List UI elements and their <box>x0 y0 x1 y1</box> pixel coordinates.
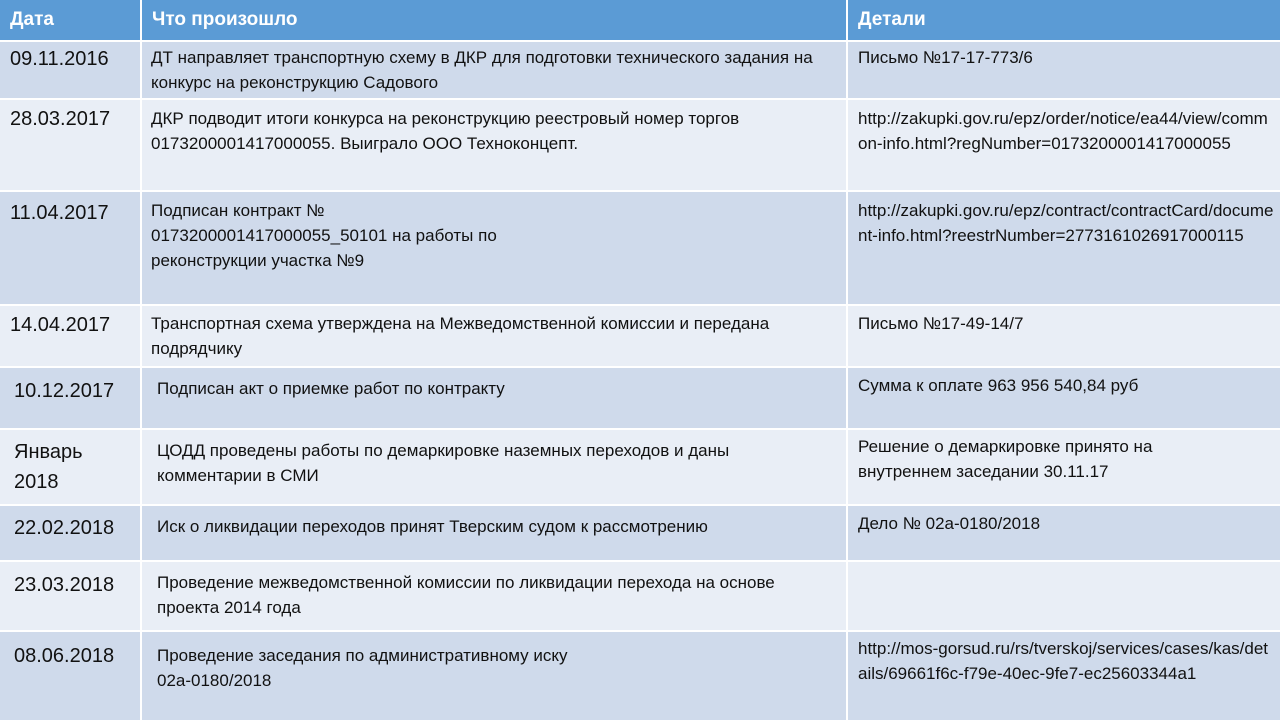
date-cell <box>0 368 140 428</box>
header-what <box>142 0 846 40</box>
event-cell <box>142 42 846 98</box>
date-cell <box>0 430 140 504</box>
event-cell <box>142 192 846 304</box>
details-cell <box>848 562 1280 630</box>
table-row <box>0 42 1280 98</box>
table-row <box>0 632 1280 720</box>
table-row <box>0 100 1280 190</box>
date-cell <box>0 506 140 560</box>
header-details <box>848 0 1280 40</box>
event-cell <box>142 632 846 720</box>
event-text: Подписан контракт № 0173200001417000055_50101 на работы по реконструкции участка №9 <box>151 201 497 270</box>
event-text: ДКР подводит итоги конкурса на реконструкцию реестровый номер торгов 0173200001417000055. Выиграло ООО Техноконцепт. <box>151 109 740 153</box>
details-link[interactable]: http://mos-gorsud.ru/rs/tverskoj/services/cases/kas/details/69661f6c-f79e-40ec-9fe7-ec25603344a1 <box>858 639 1269 683</box>
date-text: 08.06.2018 <box>14 645 115 667</box>
table-row <box>0 430 1280 504</box>
header-details-label: Детали <box>858 9 926 30</box>
table-row <box>0 192 1280 304</box>
event-cell <box>142 368 846 428</box>
details-text: Решение о демаркировке принято на внутреннем заседании 30.11.17 <box>858 437 1153 481</box>
date-cell <box>0 192 140 304</box>
table-row <box>0 368 1280 428</box>
details-text: Дело № 02а-0180/2018 <box>858 514 1041 533</box>
date-text: 28.03.2017 <box>10 108 111 130</box>
details-cell <box>848 506 1280 560</box>
date-cell <box>0 562 140 630</box>
header-date-label: Дата <box>10 9 54 30</box>
details-text: Письмо №17-49-14/7 <box>858 314 1024 333</box>
event-text: ЦОДД проведены работы по демаркировке наземных переходов и даны комментарии в СМИ <box>157 441 730 485</box>
event-text: Подписан акт о приемке работ по контракту <box>157 379 505 398</box>
event-text: Транспортная схема утверждена на Межведомственной комиссии и передана подрядчику <box>151 314 770 358</box>
date-text: 23.03.2018 <box>14 574 115 596</box>
date-cell <box>0 632 140 720</box>
date-cell <box>0 100 140 190</box>
event-cell <box>142 306 846 366</box>
details-cell <box>848 430 1280 504</box>
date-text: 10.12.2017 <box>14 380 115 402</box>
details-text: Письмо №17-17-773/6 <box>858 48 1033 67</box>
details-cell <box>848 100 1280 190</box>
table-header <box>0 0 1280 40</box>
details-link[interactable]: http://zakupki.gov.ru/epz/contract/contractCard/document-info.html?reestrNumber=2773161026917000115 <box>858 201 1274 245</box>
details-cell <box>848 632 1280 720</box>
details-link[interactable]: http://zakupki.gov.ru/epz/order/notice/ea44/view/common-info.html?regNumber=0173200001417000055 <box>858 109 1268 153</box>
event-cell <box>142 430 846 504</box>
date-text: 22.02.2018 <box>14 517 115 539</box>
details-cell <box>848 306 1280 366</box>
header-date <box>0 0 140 40</box>
date-text: 14.04.2017 <box>10 314 111 336</box>
event-text: ДТ направляет транспортную схему в ДКР для подготовки технического задания на конкурс на реконструкцию Садового <box>151 48 813 92</box>
details-cell <box>848 368 1280 428</box>
header-what-label: Что произошло <box>152 9 298 30</box>
details-cell <box>848 192 1280 304</box>
event-text: Иск о ликвидации переходов принят Тверским судом к рассмотрению <box>157 517 708 536</box>
table-row <box>0 562 1280 630</box>
details-text: Сумма к оплате 963 956 540,84 руб <box>858 376 1139 395</box>
event-cell <box>142 562 846 630</box>
details-cell <box>848 42 1280 98</box>
event-text: Проведение заседания по административному иску 02а-0180/2018 <box>157 646 568 690</box>
table-row <box>0 506 1280 560</box>
date-text: 09.11.2016 <box>10 48 109 70</box>
event-text: Проведение межведомственной комиссии по ликвидации перехода на основе проекта 2014 года <box>157 573 775 617</box>
date-cell <box>0 42 140 98</box>
event-cell <box>142 100 846 190</box>
date-cell <box>0 306 140 366</box>
table-row <box>0 306 1280 366</box>
date-text: Январь 2018 <box>14 441 83 493</box>
event-cell <box>142 506 846 560</box>
date-text: 11.04.2017 <box>10 202 109 224</box>
